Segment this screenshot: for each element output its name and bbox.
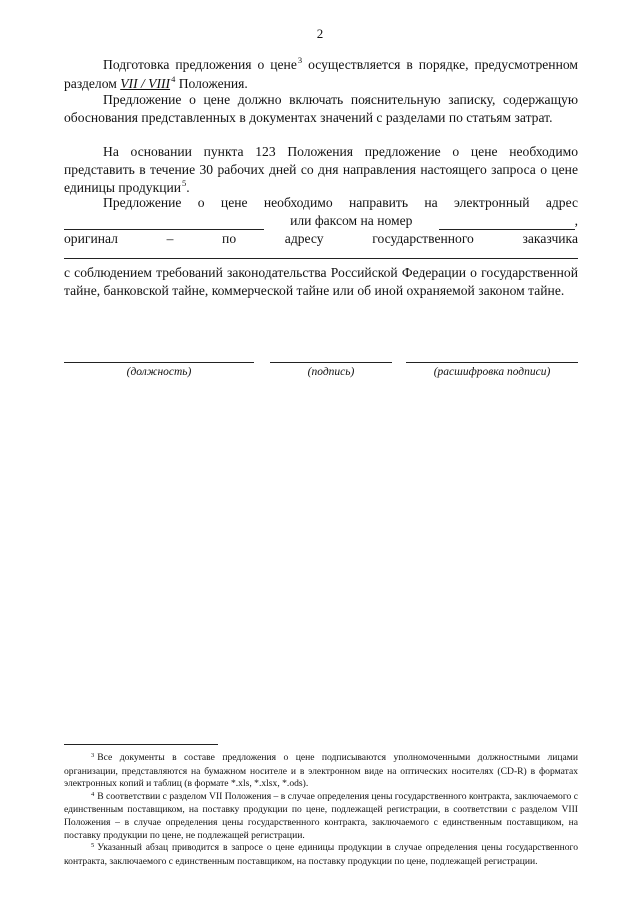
paragraph-deadline [64, 143, 578, 198]
paragraph-explanatory-note [64, 91, 578, 127]
paragraph-preparation [64, 56, 578, 94]
footnote-4 [64, 791, 578, 842]
signature-label: (подпись) [307, 366, 355, 378]
email-blank-field[interactable] [64, 215, 264, 230]
name-signature-line[interactable] [406, 362, 578, 363]
fax-blank-field[interactable] [439, 215, 575, 230]
p1-after: Положения. [175, 76, 248, 91]
original-word-5: государственного [372, 231, 474, 246]
p3-text: На основании пункта 123 Положения предложение о цене необходимо представить в течение 30 рабочих дней со дня направления настоящего запроса о цене единицы продукции [64, 144, 578, 195]
footnotes [64, 752, 578, 868]
p5-text: с соблюдением требований законодательства Российской Федерации о государственной тайне, банковской тайне, коммерческой тайне или об иной охраняемой законом тайне. [64, 265, 578, 298]
p1-middle: осуществляется в порядке, предусмотренном разделом [64, 57, 578, 91]
original-word-3: по [222, 231, 237, 246]
fax-text: или факсом на номер [290, 213, 413, 228]
footnote-3 [64, 752, 578, 791]
original-word-4: адресу [284, 231, 324, 246]
paragraph-send-to [64, 194, 578, 212]
position-label: (должность) [126, 366, 192, 378]
footnote-5-text: Указанный абзац приводится в запросе о цене единицы продукции в случае определения цены государственного контракта, заключаемого с единственным поставщиком, на поставку продукции по цене, подлежащей регистрации. [64, 842, 578, 867]
footnote-ref-4: 4 [171, 74, 176, 84]
p4-text: Предложение о цене необходимо направить на электронный адрес [103, 195, 578, 210]
contact-line [64, 212, 578, 230]
original-address-line [64, 230, 578, 248]
paragraph-secrecy [64, 264, 578, 300]
p3-end: . [186, 180, 190, 195]
contact-comma: , [574, 213, 578, 228]
footnote-4-text: В соответствии с разделом VII Положения – в случае определения цены государственного контракта, заключаемого с единственным поставщиком, на поставку продукции по цене, подлежащей регистрации, в соответствии с разделом VIII Положения – в случае определения цены государственного контракта, заключаемого с единственным поставщиком, на поставку продукции по цене, не подлежащей регистрации. [64, 790, 578, 841]
footnote-3-text: Все документы в составе предложения о цене подписываются уполномоченными должностными лицами организации, представляются на бумажном носителе и в электронном виде на оптических носителях (CD-R) в форматах электронных копий и таблиц (в формате *.xls, *.xlsx, *.ods). [64, 752, 578, 790]
original-word-6: заказчика [522, 231, 578, 246]
section-reference: VII / VIII [120, 76, 171, 91]
original-word-2: – [166, 231, 174, 246]
address-blank-field[interactable] [64, 258, 578, 259]
footnote-5 [64, 842, 578, 868]
p1-before: Подготовка предложения о цене [103, 57, 297, 72]
footnote-5-number: 5 [91, 842, 95, 850]
footnote-ref-5: 5 [182, 178, 187, 188]
page-number: 2 [316, 26, 324, 41]
position-signature-line[interactable] [64, 362, 254, 363]
p2-text: Предложение о цене должно включать пояснительную записку, содержащую обоснования представленных в документах значений с разделами по статьям затрат. [64, 92, 578, 125]
name-transcript-label: (расшифровка подписи) [433, 366, 551, 378]
footnote-4-number: 4 [91, 790, 95, 798]
footnote-separator [64, 744, 218, 745]
footnote-3-number: 3 [91, 752, 95, 759]
original-word-1: оригинал [64, 231, 118, 246]
signature-line[interactable] [270, 362, 392, 363]
footnote-ref-3: 3 [297, 55, 303, 65]
